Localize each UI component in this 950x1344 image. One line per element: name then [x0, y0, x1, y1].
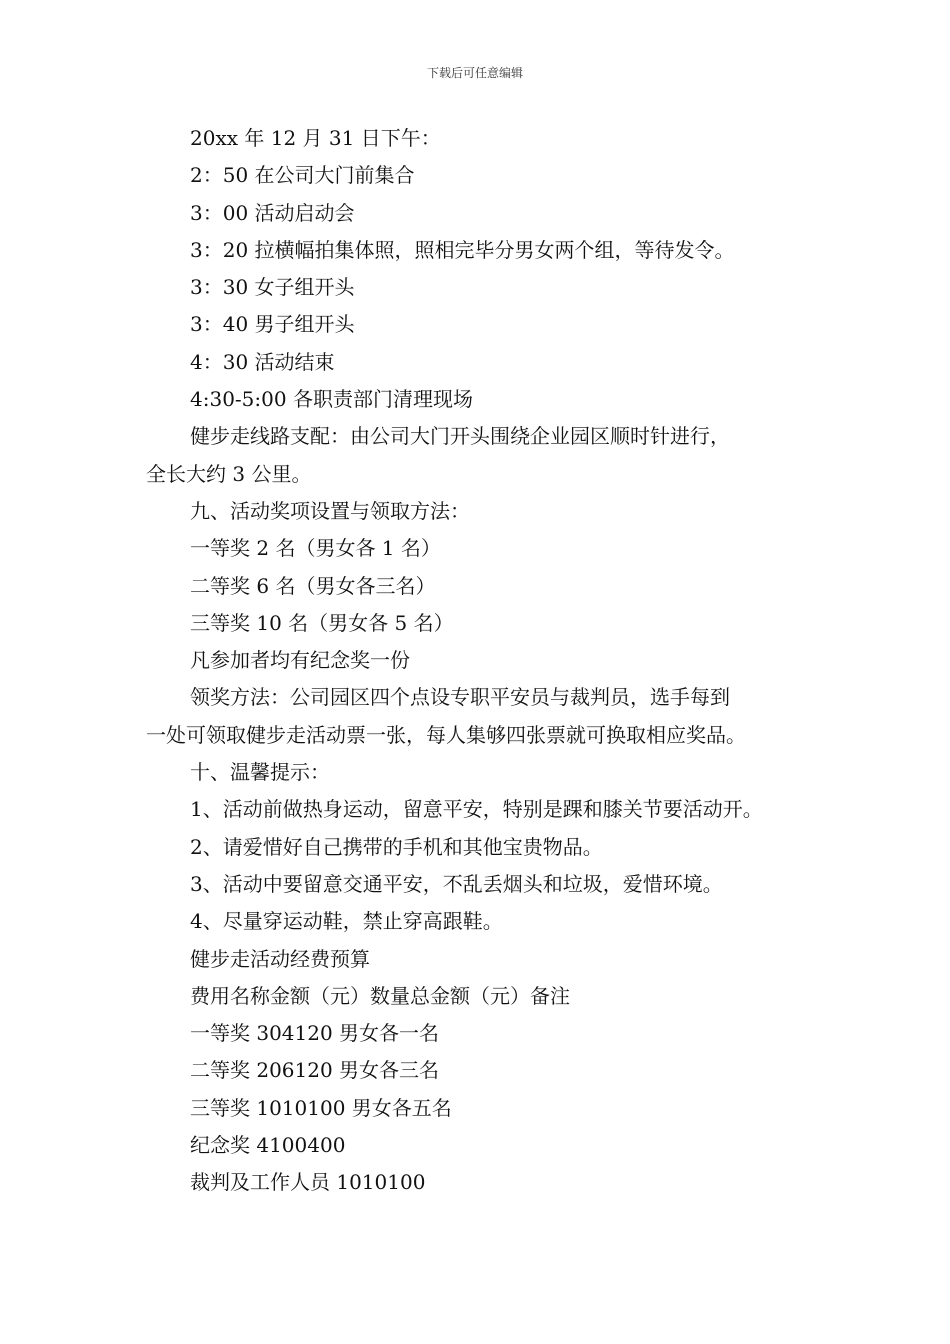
budget-row-third-prize: 三等奖 1010100 男女各五名 [190, 1095, 452, 1120]
budget-title: 健步走活动经费预算 [190, 946, 370, 971]
route-paragraph-line-1: 健步走线路支配：由公司大门开头围绕企业园区顺时针进行， [190, 424, 730, 449]
budget-row-second-prize: 二等奖 206120 男女各三名 [190, 1058, 440, 1083]
award-second-prize: 二等奖 6 名（男女各三名） [190, 573, 436, 598]
schedule-item-assembly: 2：50 在公司大门前集合 [190, 163, 415, 188]
section-heading-tips: 十、温馨提示： [190, 760, 330, 785]
schedule-item-group-photo: 3：20 拉横幅拍集体照，照相完毕分男女两个组，等待发令。 [190, 237, 735, 262]
section-heading-awards: 九、活动奖项设置与领取方法： [190, 498, 470, 523]
schedule-item-women-start: 3：30 女子组开头 [190, 275, 355, 300]
award-first-prize: 一等奖 2 名（男女各 1 名） [190, 536, 441, 561]
schedule-item-end: 4：30 活动结束 [190, 349, 335, 374]
tip-item-3: 3、活动中要留意交通平安，不乱丢烟头和垃圾，爱惜环境。 [190, 871, 723, 896]
tip-item-2: 2、请爱惜好自己携带的手机和其他宝贵物品。 [190, 834, 603, 859]
award-souvenir: 凡参加者均有纪念奖一份 [190, 648, 410, 673]
page-header: 下载后可任意编辑 [426, 66, 523, 80]
budget-header-row: 费用名称金额（元）数量总金额（元）备注 [190, 983, 570, 1008]
budget-row-staff: 裁判及工作人员 1010100 [190, 1170, 426, 1195]
schedule-date-line: 20xx 年 12 月 31 日下午： [190, 126, 441, 150]
award-method-line-2: 一处可领取健步走活动票一张，每人集够四张票就可换取相应奖品。 [146, 722, 746, 747]
schedule-item-kickoff: 3：00 活动启动会 [190, 200, 355, 225]
schedule-item-men-start: 3：40 男子组开头 [190, 312, 355, 337]
schedule-item-cleanup: 4:30-5:00 各职责部门清理现场 [190, 387, 473, 412]
budget-row-souvenir: 纪念奖 4100400 [190, 1133, 346, 1158]
tip-item-4: 4、尽量穿运动鞋，禁止穿高跟鞋。 [190, 909, 503, 934]
tip-item-1: 1、活动前做热身运动，留意平安，特别是踝和膝关节要活动开。 [190, 797, 763, 822]
budget-row-first-prize: 一等奖 304120 男女各一名 [190, 1021, 440, 1046]
award-third-prize: 三等奖 10 名（男女各 5 名） [190, 610, 454, 635]
document-body [146, 120, 810, 1202]
route-paragraph-line-2: 全长大约 3 公里。 [146, 461, 312, 486]
award-method-line-1: 领奖方法：公司园区四个点设专职平安员与裁判员，选手每到 [190, 685, 730, 710]
